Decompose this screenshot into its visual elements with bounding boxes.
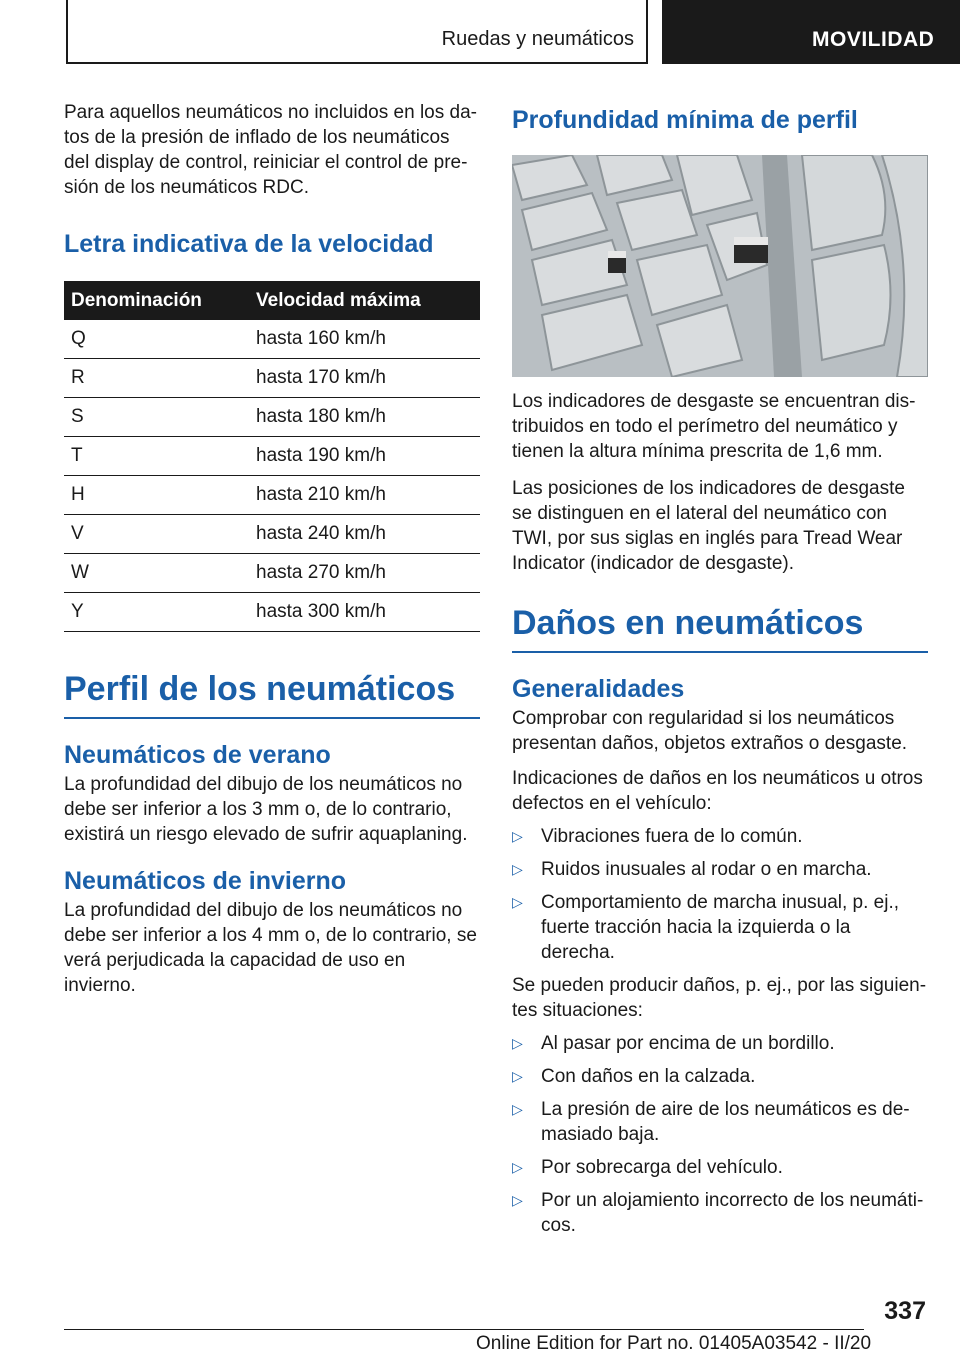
chapter-tab [662,0,960,64]
wear-indicator-text-2: Las posiciones de los indicadores de desgaste se distinguen en el lateral del neumático con TWI, por sus siglas en inglés para Tread Wear Indicator (indicador de desgaste). [512,478,905,574]
damage-causes-list [512,1031,928,1238]
max-speed: hasta 190 km/h [249,437,480,476]
max-speed: hasta 170 km/h [249,359,480,398]
left-column [64,100,480,998]
speed-letter-heading: Letra indicativa de la velocidad [64,230,434,258]
speed-table [64,281,480,632]
speed-letter: R [64,359,249,398]
speed-letter: T [64,437,249,476]
winter-tires-text: La profundidad del dibujo de los neumáticos no debe ser inferior a los 4 mm o, de lo contrario, se verá perjudicada la capacidad de uso en invierno. [64,900,477,996]
list-item: ▷ Vibraciones fuera de lo común. [512,826,803,847]
general-text-2: Indicaciones de daños en los neumáticos u otros defectos en el vehículo: [512,768,923,814]
table-row [64,320,480,359]
bullet-triangle-icon: ▷ [512,1192,523,1208]
list-item: ▷ Al pasar por encima de un bordillo. [512,1033,835,1054]
speed-letter: Y [64,593,249,632]
page-number: 337 [884,1297,926,1325]
max-speed: hasta 160 km/h [249,320,480,359]
table-header-row [64,281,480,320]
general-text-1: Comprobar con regularidad si los neumáticos presentan daños, objetos extraños o desgaste. [512,708,908,754]
section-title: Ruedas y neumáticos [441,28,634,50]
general-heading: Generalidades [512,675,685,703]
footer-divider [64,1329,864,1330]
table-row [64,554,480,593]
wear-indicator-text-1: Los indicadores de desgaste se encuentran distribuidos en todo el perímetro del neumático y tienen la altura mínima prescrita de 1,6 mm. [512,391,916,462]
column-header-max-speed: Velocidad máxima [249,281,480,320]
tire-tread-illustration [512,155,928,377]
bullet-triangle-icon: ▷ [512,1035,523,1051]
list-item: ▷ Comportamiento de marcha inusual, p. ej., fuerte tracción hacia la izquierda o la derecha. [512,892,900,963]
table-row [64,476,480,515]
bullet-triangle-icon: ▷ [512,1101,523,1117]
tire-profile-heading: Perfil de los neumáticos [64,670,480,719]
tire-damage-heading: Daños en neumáticos [512,604,928,653]
tread-wear-indicator-image [512,155,928,377]
bullet-triangle-icon: ▷ [512,828,523,844]
speed-letter: S [64,398,249,437]
table-row [64,359,480,398]
speed-letter: H [64,476,249,515]
max-speed: hasta 300 km/h [249,593,480,632]
table-row [64,398,480,437]
min-depth-heading: Profundidad mínima de perfil [512,106,858,134]
summer-tires-text: La profundidad del dibujo de los neumáticos no debe ser inferior a los 3 mm o, de lo contrario, existirá un riesgo elevado de sufrir aquaplaning. [64,774,468,845]
list-item: ▷ Por sobrecarga del vehículo. [512,1157,783,1178]
max-speed: hasta 270 km/h [249,554,480,593]
table-row [64,437,480,476]
edition-footer: Online Edition for Part no. 01405A03542 - II/20 [476,1333,872,1354]
table-row [64,593,480,632]
speed-letter: V [64,515,249,554]
summer-tires-heading: Neumáticos de verano [64,741,331,769]
right-column [512,100,928,1238]
max-speed: hasta 240 km/h [249,515,480,554]
table-row [64,515,480,554]
speed-letter: Q [64,320,249,359]
bullet-triangle-icon: ▷ [512,894,523,910]
chapter-title: MOVILIDAD [812,28,935,51]
list-item: ▷ Ruidos inusuales al rodar o en marcha. [512,859,872,880]
causes-intro: Se pueden producir daños, p. ej., por las siguientes situaciones: [512,975,927,1021]
bullet-triangle-icon: ▷ [512,861,523,877]
max-speed: hasta 210 km/h [249,476,480,515]
max-speed: hasta 180 km/h [249,398,480,437]
list-item: ▷ Con daños en la calzada. [512,1066,756,1087]
intro-paragraph: Para aquellos neumáticos no incluidos en los datos de la presión de inflado de los neumáticos del display de control, reiniciar el control de presión de los neumáticos RDC. [64,102,477,198]
bullet-triangle-icon: ▷ [512,1159,523,1175]
list-item: ▷ Por un alojamiento incorrecto de los neumáticos. [512,1190,924,1236]
speed-letter: W [64,554,249,593]
damage-signs-list [512,824,928,965]
list-item: ▷ La presión de aire de los neumáticos es demasiado baja. [512,1099,910,1145]
bullet-triangle-icon: ▷ [512,1068,523,1084]
running-header [66,0,648,64]
column-header-designation: Denominación [64,281,249,320]
winter-tires-heading: Neumáticos de invierno [64,867,347,895]
